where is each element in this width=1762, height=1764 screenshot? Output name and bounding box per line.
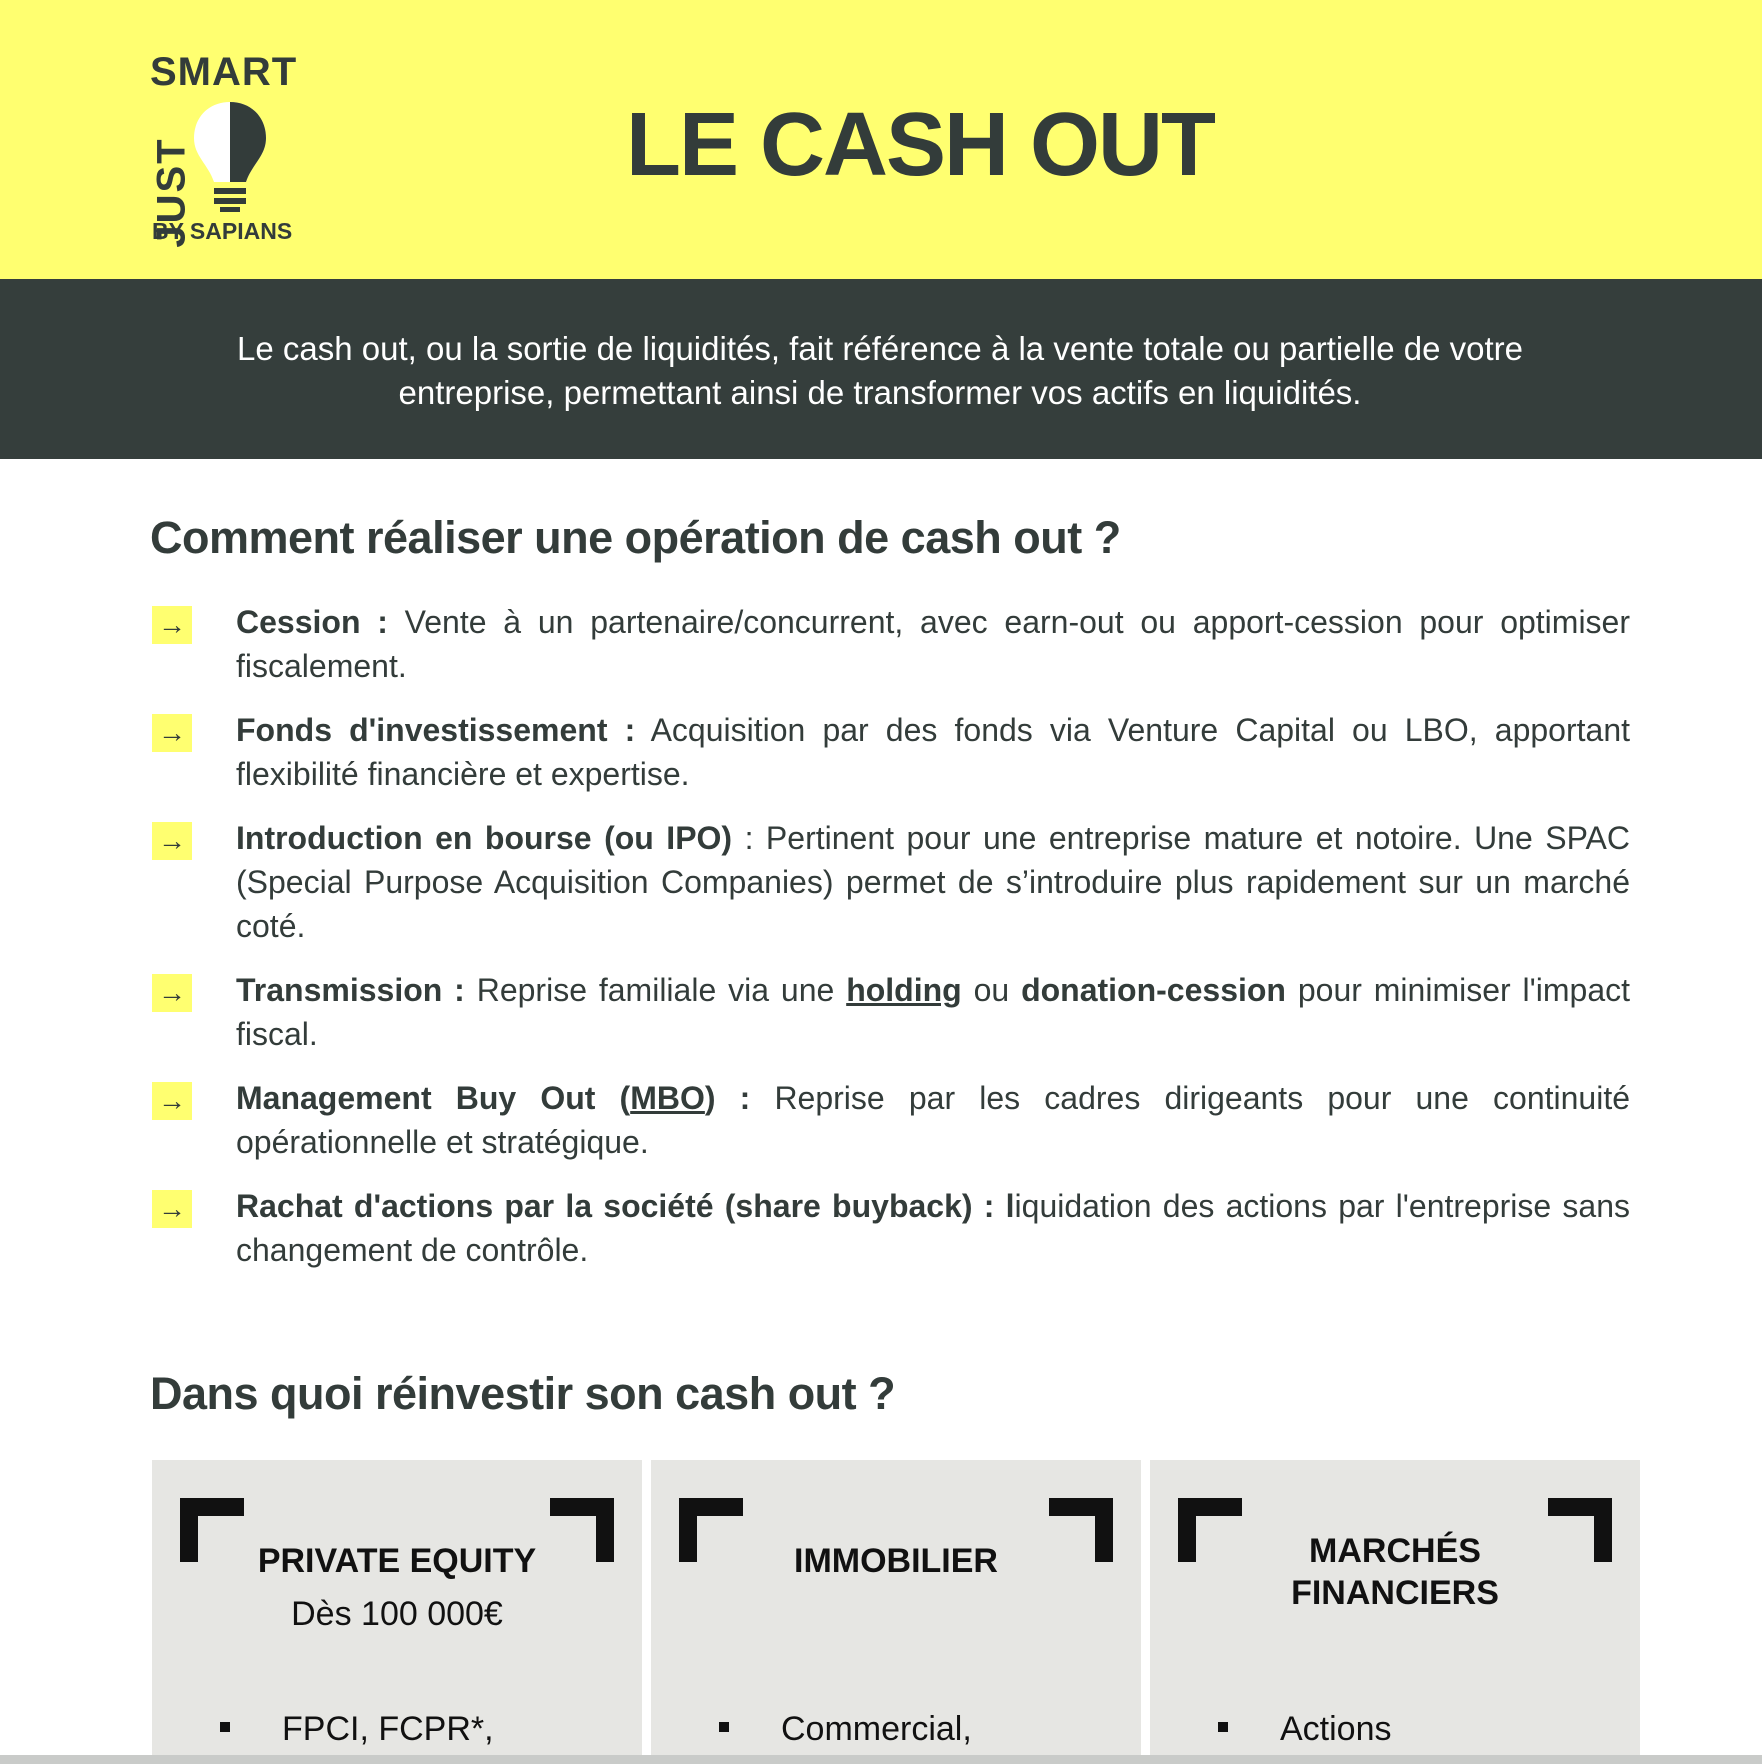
- card-subtitle: Dès 100 000€: [291, 1595, 503, 1633]
- intro-text: Le cash out, ou la sortie de liquidités, fait référence à la vente totale ou partielle de votre entreprise, permettant ainsi de transformer vos actifs en liquidités.: [237, 330, 1523, 411]
- logo: [150, 50, 320, 250]
- list-item-text: [236, 708, 1630, 796]
- lightbulb-icon: [190, 98, 270, 213]
- item-term: Transmission :: [236, 972, 465, 1008]
- item-desc: Reprise familiale via une: [464, 972, 847, 1008]
- item-term: ) :: [704, 1080, 751, 1116]
- card-marches-financiers: [1150, 1460, 1640, 1764]
- card-bullet-text: Actions: [1280, 1710, 1392, 1748]
- item-desc: iquidation des actions par l'entreprise sans changement de contrôle.: [236, 1188, 1631, 1268]
- header-band: [0, 0, 1762, 279]
- item-desc: pour minimiser l'impact fiscal.: [236, 972, 1631, 1052]
- arrow-right-icon: →: [152, 1082, 192, 1120]
- card-title: PRIVATE EQUITY: [257, 1542, 537, 1580]
- card-immobilier: [651, 1460, 1141, 1764]
- card-title-line-1: MARCHÉS: [1309, 1532, 1481, 1570]
- list-item: [150, 968, 1630, 1056]
- window-bottom-edge: [0, 1755, 1762, 1764]
- item-term: Fonds d'investissement :: [236, 712, 636, 748]
- list-item-text: [236, 1076, 1630, 1164]
- page-title: LE CASH OUT: [625, 95, 1214, 195]
- card-bullet: [220, 1710, 494, 1749]
- card-bullet: [719, 1710, 972, 1749]
- list-item: [150, 600, 1630, 688]
- item-term: Rachat d'actions par la société (share buyback) : l: [236, 1188, 1015, 1224]
- item-desc: ou: [961, 972, 1022, 1008]
- list-item: [150, 708, 1630, 796]
- section-heading-how: Comment réaliser une opération de cash out ?: [150, 512, 1121, 563]
- arrow-right-icon: →: [152, 1190, 192, 1228]
- list-item-text: [236, 816, 1630, 948]
- item-desc: Reprise par les cadres dirigeants pour une continuité opérationnelle et stratégique.: [236, 1080, 1631, 1160]
- arrow-right-icon: →: [152, 974, 192, 1012]
- item-term: Cession :: [236, 604, 388, 640]
- arrow-right-icon: →: [152, 714, 192, 752]
- section-heading-reinvest: Dans quoi réinvestir son cash out ?: [150, 1368, 896, 1419]
- square-bullet-icon: [1218, 1722, 1228, 1732]
- arrow-right-icon: →: [152, 606, 192, 644]
- mbo-link[interactable]: MBO: [630, 1080, 705, 1116]
- card-bullet-text: Commercial,: [781, 1710, 972, 1748]
- item-desc: Vente à un partenaire/concurrent, avec earn-out ou apport-cession pour optimiser fiscalement.: [236, 604, 1630, 684]
- card-title-line-2: FINANCIERS: [1291, 1574, 1499, 1612]
- item-term-2: donation-cession: [1021, 972, 1286, 1008]
- square-bullet-icon: [719, 1722, 729, 1732]
- holding-link[interactable]: holding: [846, 972, 962, 1008]
- card-bullet-text: FPCI, FCPR*,: [282, 1710, 494, 1748]
- list-item-text: [236, 600, 1630, 688]
- list-item-text: [236, 968, 1630, 1056]
- list-item: [150, 816, 1630, 948]
- item-term: Management Buy Out (: [236, 1080, 631, 1116]
- item-desc: : Pertinent pour une entreprise mature et notoire. Une SPAC (Special Purpose Acquisition Companies) permet de s’introduire plus rapidement sur un marché coté.: [236, 820, 1631, 944]
- logo-just: JUST: [149, 137, 194, 248]
- intro-band: [0, 279, 1762, 459]
- logo-by-sapians: BY SAPIANS: [152, 218, 293, 244]
- list-item: [150, 1184, 1630, 1272]
- cash-out-methods-list: [150, 600, 1630, 1292]
- card-bullet: [1218, 1710, 1392, 1749]
- arrow-right-icon: →: [152, 822, 192, 860]
- logo-smart: SMART: [150, 50, 298, 94]
- square-bullet-icon: [220, 1722, 230, 1732]
- item-term: Introduction en bourse (ou IPO): [236, 820, 733, 856]
- card-private-equity: [152, 1460, 642, 1764]
- card-title: IMMOBILIER: [794, 1542, 998, 1580]
- list-item-text: [236, 1184, 1630, 1272]
- list-item: [150, 1076, 1630, 1164]
- item-desc: Acquisition par des fonds via Venture Capital ou LBO, apportant flexibilité financière et expertise.: [236, 712, 1630, 792]
